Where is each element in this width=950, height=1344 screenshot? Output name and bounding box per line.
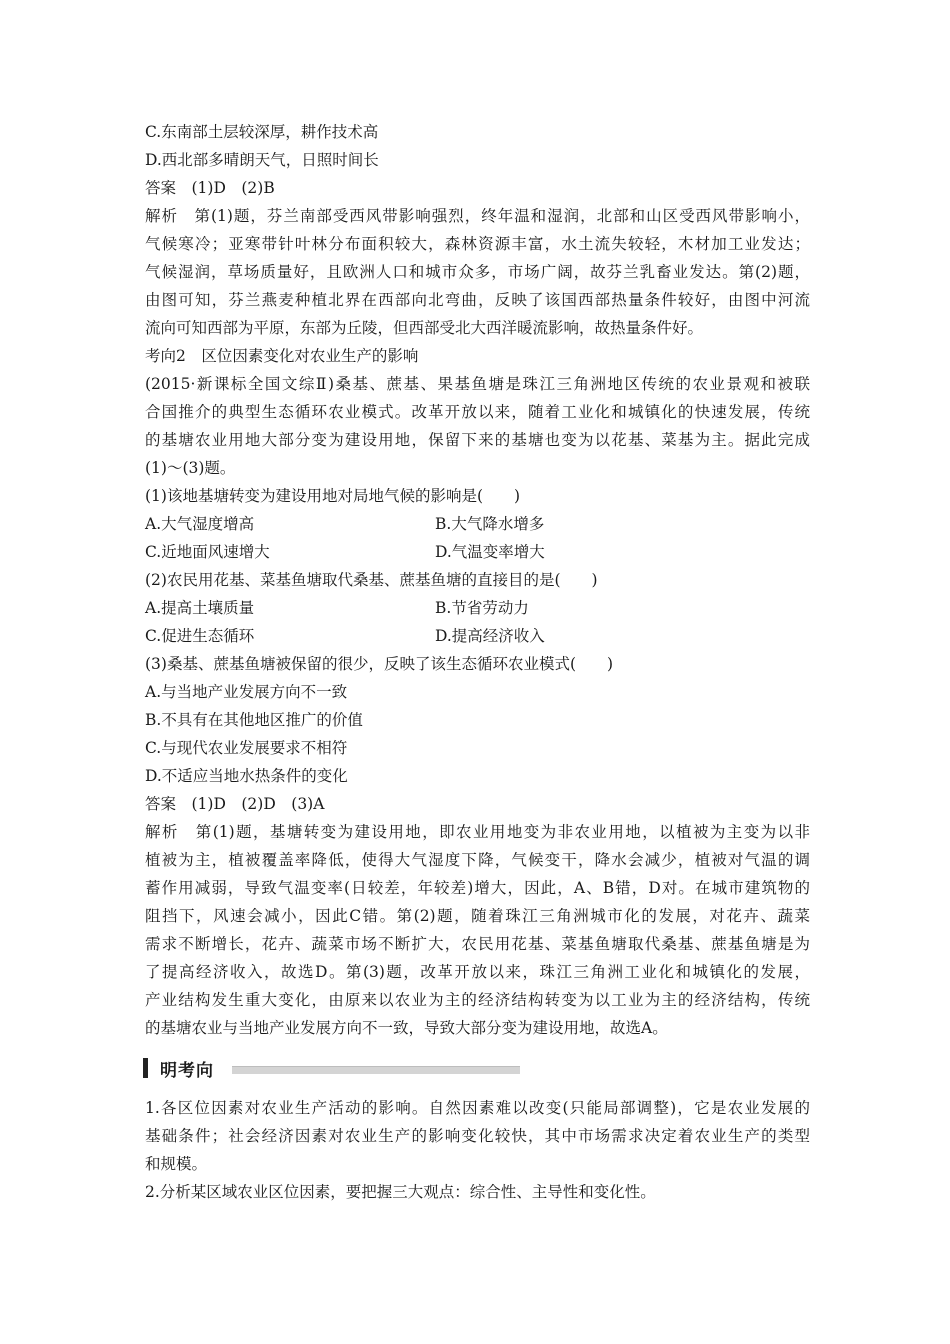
question-intro-line: 的基塘农业用地大部分变为建设用地，保留下来的基塘也变为以花基、菜基为主。据此完成 <box>145 431 810 449</box>
analysis-1-line: 气候寒冷；亚寒带针叶林分布面积较大，森林资源丰富，水土流失较轻，木材加工业发达； <box>145 235 810 253</box>
point-2: 2.分析某区域农业区位因素，要把握三大观点：综合性、主导性和变化性。 <box>145 1183 656 1201</box>
analysis-1-line: 由图可知，芬兰燕麦种植北界在西部向北弯曲，反映了该国西部热量条件较好，由图中河流 <box>145 291 810 309</box>
sub-question-2-stem: (2)农民用花基、菜基鱼塘取代桑基、蔗基鱼塘的直接目的是( ) <box>145 571 598 589</box>
section-divider <box>232 1066 520 1074</box>
option-b: B.大气降水增多 <box>435 515 545 533</box>
option-a: A.提高土壤质量 <box>145 599 255 617</box>
analysis-2-line: 产业结构发生重大变化，由原来以农业为主的经济结构转变为以工业为主的经济结构，传统 <box>145 991 810 1009</box>
analysis-2-line: 蓄作用减弱，导致气温变率(日较差，年较差)增大，因此，A、B错，D对。在城市建筑物的 <box>145 879 810 897</box>
analysis-2-line: 需求不断增长，花卉、蔬菜市场不断扩大，农民用花基、菜基鱼塘取代桑基、蔗基鱼塘是为 <box>145 935 810 953</box>
answer-2: 答案 (1)D (2)D (3)A <box>145 795 325 813</box>
kaoxiang-2-heading: 考向2 区位因素变化对农业生产的影响 <box>145 347 419 365</box>
analysis-2-line: 的基塘农业与当地产业发展方向不一致，导致大部分变为建设用地，故选A。 <box>145 1019 668 1037</box>
question-intro-line: (1)～(3)题。 <box>145 459 236 477</box>
point-1-line: 基础条件；社会经济因素对农业生产的影响变化较快，其中市场需求决定着农业生产的类型 <box>145 1127 810 1145</box>
option-d: D.不适应当地水热条件的变化 <box>145 767 348 785</box>
analysis-2-line: 植被为主，植被覆盖率降低，使得大气湿度下降，气候变干，降水会减少，植被对气温的调 <box>145 851 810 869</box>
analysis-1-line: 气候湿润，草场质量好，且欧洲人口和城市众多，市场广阔，故芬兰乳畜业发达。第(2)题， <box>145 263 810 281</box>
option-d: D.西北部多晴朗天气，日照时间长 <box>145 151 379 169</box>
answer-1: 答案 (1)D (2)B <box>145 179 275 197</box>
analysis-2-line: 了提高经济收入，故选D。第(3)题，改革开放以来，珠江三角洲工业化和城镇化的发展， <box>145 963 810 981</box>
section-heading <box>143 1056 214 1080</box>
question-intro-line: (2015·新课标全国文综Ⅱ)桑基、蔗基、果基鱼塘是珠江三角洲地区传统的农业景观和被联 <box>145 375 810 393</box>
point-1-line: 和规模。 <box>145 1155 208 1173</box>
option-c: C.促进生态循环 <box>145 627 255 645</box>
analysis-2-line: 阻挡下，风速会减小，因此C错。第(2)题，随着珠江三角洲城市化的发展，对花卉、蔬菜 <box>145 907 810 925</box>
option-b: B.不具有在其他地区推广的价值 <box>145 711 363 729</box>
sub-question-2-options-row <box>145 626 810 646</box>
analysis-1-line: 解析 第(1)题，芬兰南部受西风带影响强烈，终年温和湿润，北部和山区受西风带影响小， <box>145 207 810 225</box>
analysis-2-line: 解析 第(1)题，基塘转变为建设用地，即农业用地变为非农业用地，以植被为主变为以非 <box>145 823 810 841</box>
option-c: C.与现代农业发展要求不相符 <box>145 739 348 757</box>
section-title: 明考向 <box>160 1060 214 1081</box>
point-1-line: 1.各区位因素对农业生产活动的影响。自然因素难以改变(只能局部调整)，它是农业发展的 <box>145 1099 810 1117</box>
option-a: A.大气湿度增高 <box>145 515 255 533</box>
option-d: D.气温变率增大 <box>435 543 545 561</box>
option-c: C.近地面风速增大 <box>145 543 270 561</box>
option-d: D.提高经济收入 <box>435 627 545 645</box>
sub-question-1-stem: (1)该地基塘转变为建设用地对局地气候的影响是( ) <box>145 487 521 505</box>
sub-question-1-options-row <box>145 542 810 562</box>
sub-question-2-options-row <box>145 598 810 618</box>
option-b: B.节省劳动力 <box>435 599 529 617</box>
question-intro-line: 合国推介的典型生态循环农业模式。改革开放以来，随着工业化和城镇化的快速发展，传统 <box>145 403 810 421</box>
sub-question-3-stem: (3)桑基、蔗基鱼塘被保留的很少，反映了该生态循环农业模式( ) <box>145 655 614 673</box>
option-a: A.与当地产业发展方向不一致 <box>145 683 348 701</box>
analysis-1-line: 流向可知西部为平原，东部为丘陵，但西部受北大西洋暖流影响，故热量条件好。 <box>145 319 704 337</box>
sub-question-1-options-row <box>145 514 810 534</box>
section-marker-bar <box>143 1058 148 1078</box>
option-c: C.东南部土层较深厚，耕作技术高 <box>145 123 379 141</box>
